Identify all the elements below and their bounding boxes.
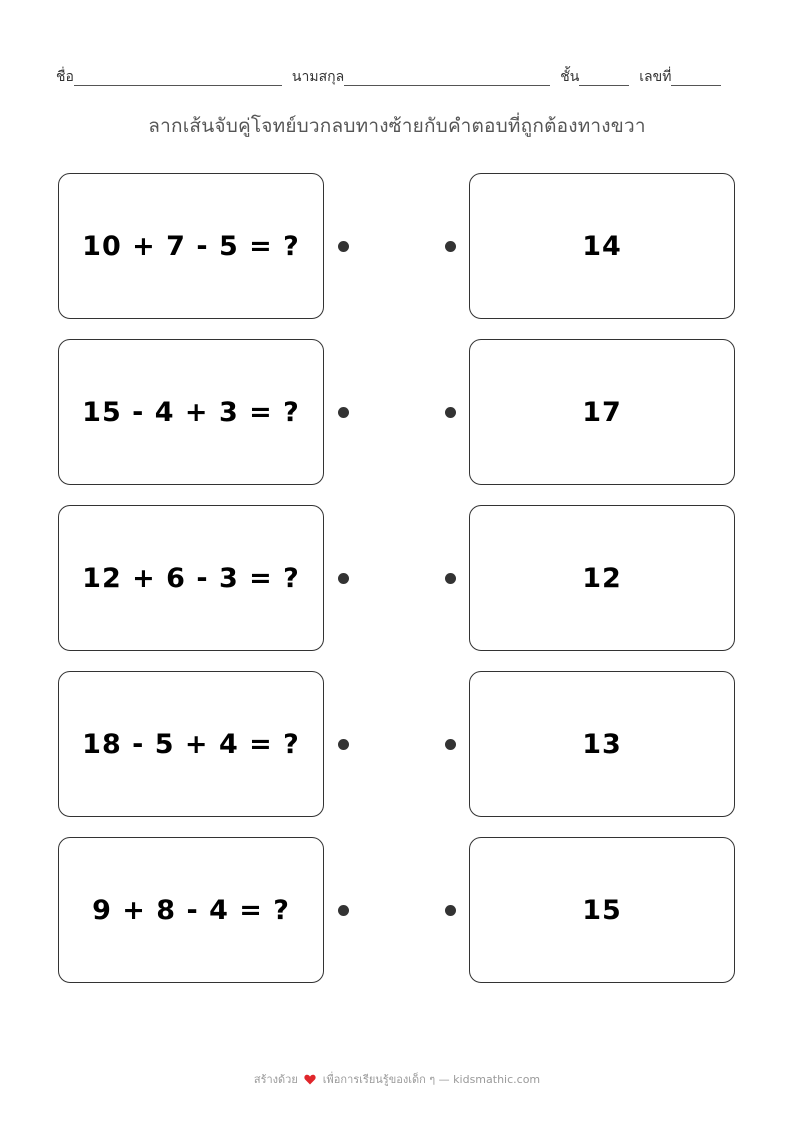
name-label: ชื่อ [56,69,74,85]
footer-prefix: สร้างด้วย [253,1073,298,1086]
surname-field-line[interactable] [344,69,550,86]
answer-connector-dot[interactable] [445,407,456,418]
problem-expression: 18 - 5 + 4 = ? [82,728,300,760]
problem-connector-dot[interactable] [338,573,349,584]
answer-card[interactable] [469,505,735,651]
problem-card[interactable] [58,837,324,983]
problem-card[interactable] [58,671,324,817]
answer-connector-dot[interactable] [445,905,456,916]
class-label: ชั้น [560,69,580,85]
answer-value: 13 [582,728,622,760]
problem-expression: 15 - 4 + 3 = ? [82,396,300,428]
heart-shape [305,1075,316,1085]
problem-connector-dot[interactable] [338,241,349,252]
number-field-line[interactable] [671,69,721,86]
heart-icon [304,1074,316,1088]
footer-suffix: เพื่อการเรียนรู้ของเด็ก ๆ — kidsmathic.com [322,1073,541,1086]
problem-card[interactable] [58,173,324,319]
answer-connector-dot[interactable] [445,241,456,252]
number-label: เลขที่ [639,69,672,85]
name-field-line[interactable] [74,69,282,86]
problem-connector-dot[interactable] [338,905,349,916]
answer-connector-dot[interactable] [445,573,456,584]
problem-card[interactable] [58,339,324,485]
student-info-row [56,64,748,86]
answer-value: 15 [582,894,622,926]
instruction-text: ลากเส้นจับคู่โจทย์บวกลบทางซ้ายกับคำตอบที่ถูกต้องทางขวา [148,115,646,137]
answer-value: 12 [582,562,622,594]
class-field-line[interactable] [579,69,629,86]
answer-card[interactable] [469,173,735,319]
surname-label: นามสกุล [291,69,345,85]
problem-expression: 10 + 7 - 5 = ? [82,230,300,262]
problem-connector-dot[interactable] [338,739,349,750]
problem-expression: 9 + 8 - 4 = ? [92,894,290,926]
answer-card[interactable] [469,339,735,485]
problem-card[interactable] [58,505,324,651]
answer-card[interactable] [469,671,735,817]
answer-connector-dot[interactable] [445,739,456,750]
answer-card[interactable] [469,837,735,983]
footer-credit [0,1070,794,1088]
problem-expression: 12 + 6 - 3 = ? [82,562,300,594]
answer-value: 17 [582,396,622,428]
answer-value: 14 [582,230,622,262]
problem-connector-dot[interactable] [338,407,349,418]
